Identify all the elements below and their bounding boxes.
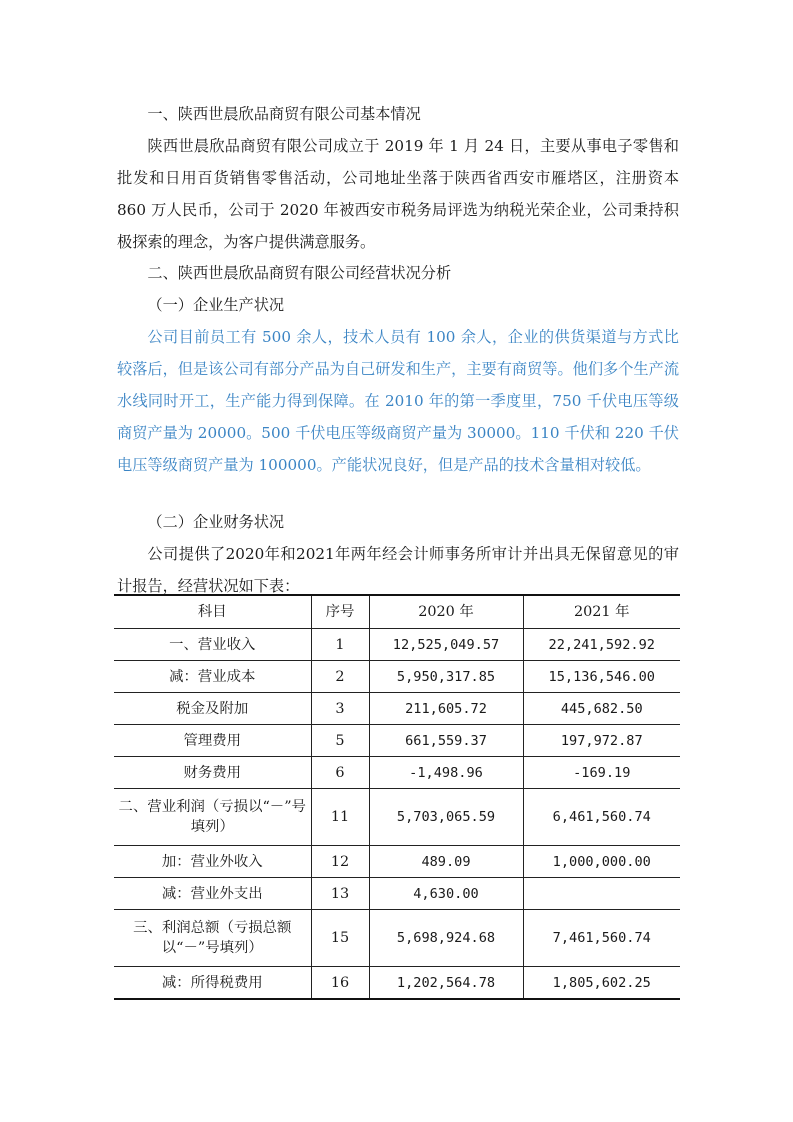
row-item: 三、利润总额（亏损总额以“－”号填列） — [114, 910, 311, 967]
row-2021: 197,972.87 — [523, 725, 680, 757]
row-2020: 5,950,317.85 — [369, 661, 523, 693]
section-2-2-heading: （二）企业财务状况 — [147, 513, 285, 531]
row-item: 一、营业收入 — [114, 629, 311, 661]
row-item: 加：营业外收入 — [114, 846, 311, 878]
table-row — [114, 846, 680, 878]
section-2-heading: 二、陕西世晨欣品商贸有限公司经营状况分析 — [147, 264, 452, 282]
row-2020: 12,525,049.57 — [369, 629, 523, 661]
header-2020: 2020 年 — [369, 595, 523, 629]
row-2020: 211,605.72 — [369, 693, 523, 725]
table-row — [114, 878, 680, 910]
section-2-1-body: 公司目前员工有 500 余人，技术人员有 100 余人，企业的供货渠道与方式比较落后，但是该公司有部分产品为自己研发和生产，主要有商贸等。他们多个生产流水线同时开工，生产能力得到保障。在 2010 年的第一季度里，750 千伏电压等级商贸产量为 20000。500 千伏电压等级商贸产量为 30000。110 千伏和 220 千伏电压等级商贸产量为 100000。产能状况良好，但是产品的技术含量相对较低。 — [117, 328, 679, 474]
section-1-heading: 一、陕西世晨欣品商贸有限公司基本情况 — [147, 105, 421, 123]
row-item: 二、营业利润（亏损以“－”号填列） — [114, 789, 311, 846]
row-item: 减：所得税费用 — [114, 967, 311, 1000]
row-seq: 12 — [311, 846, 369, 878]
row-2021: 7,461,560.74 — [523, 910, 680, 967]
row-2021: 6,461,560.74 — [523, 789, 680, 846]
financial-table — [114, 594, 680, 1000]
row-item: 减：营业外支出 — [114, 878, 311, 910]
row-2021: 22,241,592.92 — [523, 629, 680, 661]
row-2020: -1,498.96 — [369, 757, 523, 789]
row-2021: 1,000,000.00 — [523, 846, 680, 878]
row-seq: 15 — [311, 910, 369, 967]
table-row — [114, 967, 680, 1000]
row-seq: 6 — [311, 757, 369, 789]
table-row — [114, 757, 680, 789]
table-row — [114, 725, 680, 757]
row-item: 管理费用 — [114, 725, 311, 757]
table-header-row — [114, 595, 680, 629]
row-2021: 1,805,602.25 — [523, 967, 680, 1000]
section-2-1-heading: （一）企业生产状况 — [147, 296, 285, 314]
row-item: 减：营业成本 — [114, 661, 311, 693]
section-1-body: 陕西世晨欣品商贸有限公司成立于 2019 年 1 月 24 日，主要从事电子零售和批发和日用百货销售零售活动，公司地址坐落于陕西省西安市雁塔区，注册资本 860 万人民币，公司于 2020 年被西安市税务局评选为纳税光荣企业，公司秉持积极探索的理念，为客户提供满意服务。 — [117, 137, 679, 251]
row-2020: 661,559.37 — [369, 725, 523, 757]
row-seq: 2 — [311, 661, 369, 693]
row-seq: 3 — [311, 693, 369, 725]
section-2-2-body: 公司提供了2020年和2021年两年经会计师事务所审计并出具无保留意见的审计报告，经营状况如下表： — [117, 545, 679, 595]
row-2021: -169.19 — [523, 757, 680, 789]
row-2020: 5,698,924.68 — [369, 910, 523, 967]
row-item: 财务费用 — [114, 757, 311, 789]
row-2021: 445,682.50 — [523, 693, 680, 725]
table-row — [114, 789, 680, 846]
header-seq: 序号 — [311, 595, 369, 629]
table-row — [114, 661, 680, 693]
header-item: 科目 — [114, 595, 311, 629]
row-2021: 15,136,546.00 — [523, 661, 680, 693]
row-2021 — [523, 878, 680, 910]
table-row — [114, 629, 680, 661]
row-seq: 1 — [311, 629, 369, 661]
header-2021: 2021 年 — [523, 595, 680, 629]
row-2020: 4,630.00 — [369, 878, 523, 910]
row-item: 税金及附加 — [114, 693, 311, 725]
row-2020: 489.09 — [369, 846, 523, 878]
row-2020: 1,202,564.78 — [369, 967, 523, 1000]
row-seq: 5 — [311, 725, 369, 757]
table-row — [114, 910, 680, 967]
row-seq: 11 — [311, 789, 369, 846]
row-seq: 16 — [311, 967, 369, 1000]
row-seq: 13 — [311, 878, 369, 910]
row-2020: 5,703,065.59 — [369, 789, 523, 846]
table-row — [114, 693, 680, 725]
